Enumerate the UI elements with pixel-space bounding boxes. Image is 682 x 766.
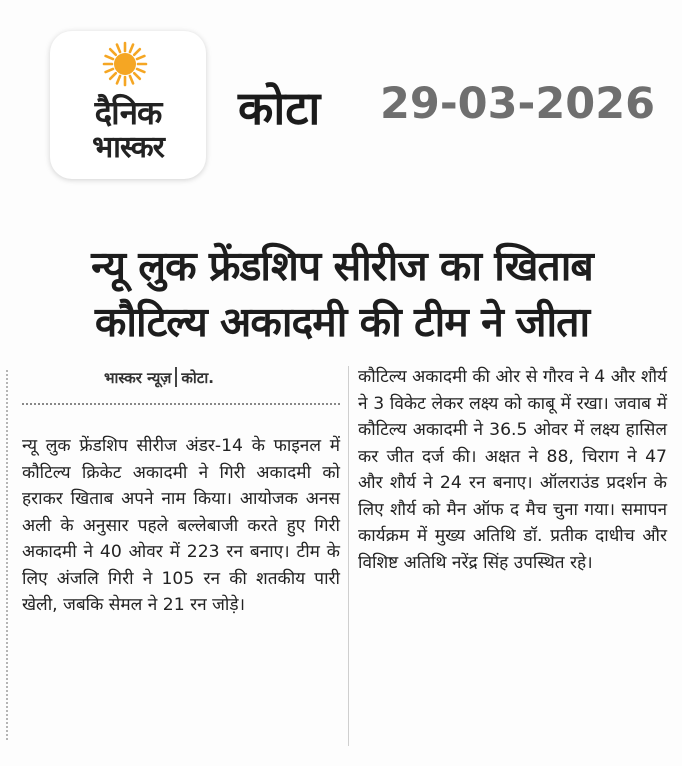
sun-icon [102, 41, 148, 87]
sun-ray [130, 45, 133, 52]
sun-ray [137, 56, 144, 59]
edition-date: 29-03-2026 [380, 79, 656, 129]
article-paragraph-left: न्यू लुक फ्रेंडशिप सीरीज अंडर-14 के फाइनल में कौटिल्य क्रिकेट अकादमी ने गिरी अकादमी को हराकर खिताब अपने नाम किया। आयोजक अनस अली के अनुसार पहले बल्लेबाजी करते हुए गिरी अकादमी ने 40 ओवर में 223 रन बनाए। टीम के लिए अंजलि गिरी ने 105 रन की शतकीय पारी खेली, जबकि सेमल ने 21 रन जोड़े। [22, 436, 340, 615]
byline [104, 367, 214, 388]
byline-divider [22, 403, 340, 405]
byline-city: कोटा. [181, 369, 214, 387]
sun-ray [134, 73, 140, 79]
sun-ray [130, 76, 133, 83]
article-paragraph-right: कौटिल्य अकादमी की ओर से गौरव ने 4 और शौर्य ने 3 विकेट लेकर लक्ष्य को काबू में रखा। जवाब में कौटिल्य अकादमी ने 36.5 ओवर में लक्ष्य हासिल कर जीत दर्ज की। अक्षत ने 88, चिराग ने 47 और शौर्य ने 24 रन बनाए। ऑलराउंड प्रदर्शन के लिए शौर्य को मैन ऑफ द मैच चुना गया। समापन कार्यक्रम में मुख्य अतिथि डॉ. प्रतीक दाधीच और विशिष्ट अतिथि नरेंद्र सिंह उपस्थित रहे। [358, 367, 667, 573]
logo-text-bhaskar: भास्कर [92, 130, 164, 165]
sun-ray [110, 49, 116, 55]
headline [22, 238, 662, 350]
sun-ray [117, 76, 120, 83]
logo-text-dainik: दैनिक [94, 93, 162, 132]
sun-ray [117, 45, 120, 52]
sun-ray [137, 69, 144, 72]
edition-city: कोटा [238, 81, 321, 135]
sun-ray [110, 73, 116, 79]
article-column-left [22, 433, 340, 619]
sun-ray [106, 56, 113, 59]
dainik-bhaskar-logo [50, 31, 206, 179]
sun-ray [134, 49, 140, 55]
article-column-right [358, 364, 667, 576]
headline-line-1: न्यू लुक फ्रेंडशिप सीरीज का खिताब [91, 242, 593, 290]
byline-source: भास्कर न्यूज़ [104, 369, 172, 387]
byline-separator [175, 367, 177, 387]
sun-ray [106, 69, 113, 72]
headline-line-2: कौटिल्य अकादमी की टीम ने जीता [94, 298, 590, 346]
column-divider [348, 366, 349, 746]
clipping-edge [6, 370, 10, 740]
